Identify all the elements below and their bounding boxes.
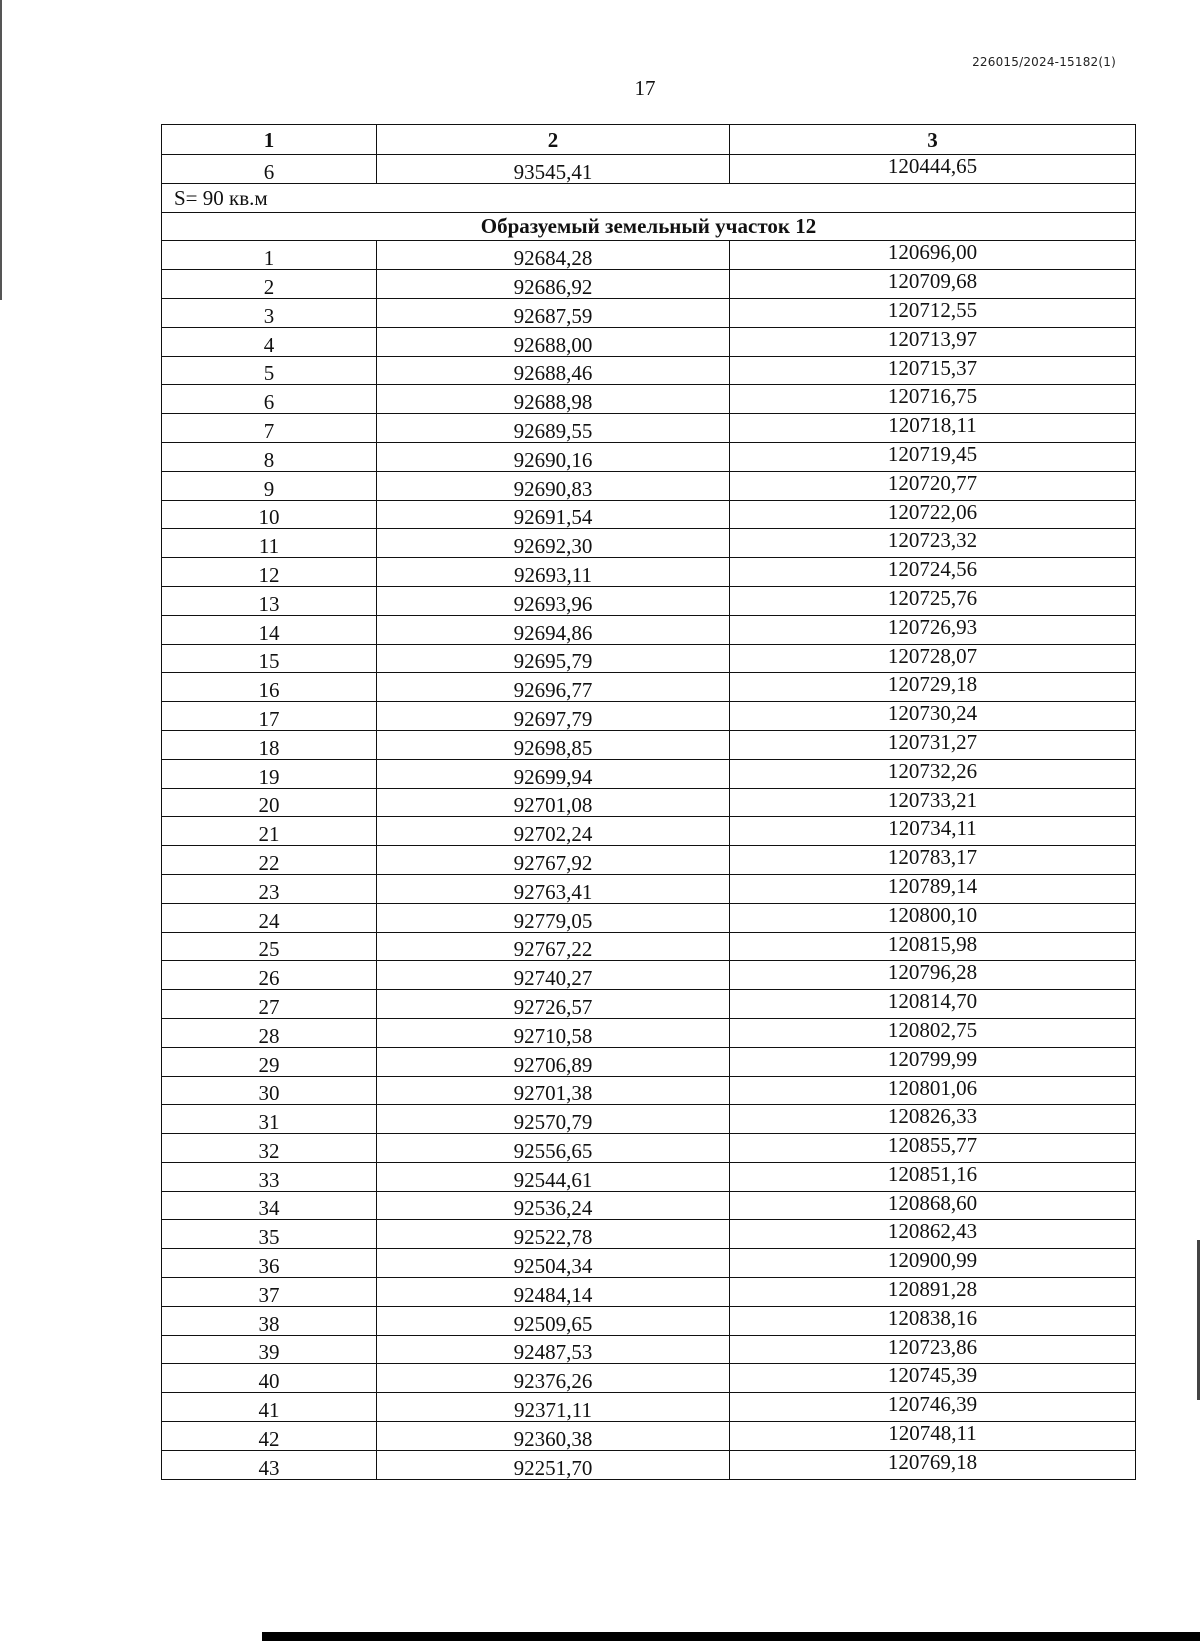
y-coordinate-cell: 120723,32: [730, 529, 1136, 558]
x-coordinate-cell: 92688,46: [377, 356, 730, 385]
x-coordinate-cell: 92710,58: [377, 1018, 730, 1047]
coordinates-table-body: [162, 125, 1136, 1480]
y-coordinate-cell: 120718,11: [730, 414, 1136, 443]
x-coordinate-cell: 92691,54: [377, 500, 730, 529]
x-coordinate-cell: 92698,85: [377, 730, 730, 759]
table-row: [162, 1249, 1136, 1278]
table-row: [162, 903, 1136, 932]
y-coordinate-cell: 120748,11: [730, 1422, 1136, 1451]
x-coordinate-cell: 92699,94: [377, 759, 730, 788]
x-coordinate-cell: 92544,61: [377, 1162, 730, 1191]
area-note: S= 90 кв.м: [162, 183, 1136, 212]
table-row: [162, 990, 1136, 1019]
y-coordinate-cell: 120733,21: [730, 788, 1136, 817]
point-number-cell: 43: [162, 1450, 377, 1479]
y-coordinate-cell: 120801,06: [730, 1076, 1136, 1105]
table-row: [162, 500, 1136, 529]
point-number-cell: 12: [162, 558, 377, 587]
x-coordinate-cell: 92376,26: [377, 1364, 730, 1393]
point-number-cell: 36: [162, 1249, 377, 1278]
y-coordinate-cell: 120723,86: [730, 1335, 1136, 1364]
table-header-row: [162, 125, 1136, 155]
table-row: [162, 932, 1136, 961]
point-number-cell: 10: [162, 500, 377, 529]
table-row: [162, 1306, 1136, 1335]
point-number-cell: 18: [162, 730, 377, 759]
x-coordinate-cell: 92360,38: [377, 1422, 730, 1451]
x-coordinate-cell: 92740,27: [377, 961, 730, 990]
table-row: [162, 615, 1136, 644]
table-row: [162, 644, 1136, 673]
table-row: [162, 846, 1136, 875]
point-number-cell: 35: [162, 1220, 377, 1249]
area-row: [162, 183, 1136, 212]
y-coordinate-cell: 120855,77: [730, 1134, 1136, 1163]
x-coordinate-cell: 92695,79: [377, 644, 730, 673]
table-row: [162, 730, 1136, 759]
section-title: Образуемый земельный участок 12: [162, 212, 1136, 241]
point-number-cell: 15: [162, 644, 377, 673]
column-header: 2: [377, 125, 730, 155]
point-number-cell: 33: [162, 1162, 377, 1191]
y-coordinate-cell: 120696,00: [730, 241, 1136, 270]
point-number-cell: 4: [162, 327, 377, 356]
table-row: [162, 1105, 1136, 1134]
point-number-cell: 32: [162, 1134, 377, 1163]
x-coordinate-cell: 92779,05: [377, 903, 730, 932]
point-number-cell: 24: [162, 903, 377, 932]
x-coordinate-cell: 92693,11: [377, 558, 730, 587]
table-row: [162, 586, 1136, 615]
point-number-cell: 26: [162, 961, 377, 990]
y-coordinate-cell: 120891,28: [730, 1278, 1136, 1307]
table-row: [162, 817, 1136, 846]
y-coordinate-cell: 120799,99: [730, 1047, 1136, 1076]
x-coordinate-cell: 92767,22: [377, 932, 730, 961]
x-coordinate-cell: 92570,79: [377, 1105, 730, 1134]
y-coordinate-cell: 120800,10: [730, 903, 1136, 932]
y-coordinate-cell: 120838,16: [730, 1306, 1136, 1335]
x-coordinate-cell: 92701,08: [377, 788, 730, 817]
x-coordinate-cell: 92690,83: [377, 471, 730, 500]
table-row: [162, 270, 1136, 299]
x-coordinate-cell: 92702,24: [377, 817, 730, 846]
point-number-cell: 9: [162, 471, 377, 500]
column-header: 3: [730, 125, 1136, 155]
y-coordinate-cell: 120709,68: [730, 270, 1136, 299]
x-coordinate-cell: 92686,92: [377, 270, 730, 299]
point-number-cell: 34: [162, 1191, 377, 1220]
table-row: [162, 442, 1136, 471]
document-id: 226015/2024-15182(1): [972, 55, 1116, 69]
y-coordinate-cell: 120729,18: [730, 673, 1136, 702]
column-header: 1: [162, 125, 377, 155]
point-number-cell: 17: [162, 702, 377, 731]
x-coordinate-cell: 92692,30: [377, 529, 730, 558]
y-coordinate-cell: 120715,37: [730, 356, 1136, 385]
y-coordinate-cell: 120730,24: [730, 702, 1136, 731]
y-coordinate-cell: 120444,65: [730, 155, 1136, 184]
table-row: [162, 961, 1136, 990]
point-number-cell: 21: [162, 817, 377, 846]
point-number-cell: 37: [162, 1278, 377, 1307]
x-coordinate-cell: 92251,70: [377, 1450, 730, 1479]
y-coordinate-cell: 120745,39: [730, 1364, 1136, 1393]
table-row: [162, 471, 1136, 500]
scan-edge-mark: [0, 0, 2, 300]
x-coordinate-cell: 92484,14: [377, 1278, 730, 1307]
point-number-cell: 41: [162, 1393, 377, 1422]
x-coordinate-cell: 92690,16: [377, 442, 730, 471]
coordinates-table: [161, 124, 1136, 1480]
point-number-cell: 2: [162, 270, 377, 299]
y-coordinate-cell: 120826,33: [730, 1105, 1136, 1134]
point-number-cell: 3: [162, 298, 377, 327]
point-number-cell: 13: [162, 586, 377, 615]
table-row: [162, 558, 1136, 587]
x-coordinate-cell: 92701,38: [377, 1076, 730, 1105]
point-number-cell: 16: [162, 673, 377, 702]
scan-bottom-bar: [262, 1632, 1200, 1641]
x-coordinate-cell: 92688,98: [377, 385, 730, 414]
table-row: [162, 1393, 1136, 1422]
x-coordinate-cell: 92371,11: [377, 1393, 730, 1422]
y-coordinate-cell: 120814,70: [730, 990, 1136, 1019]
y-coordinate-cell: 120796,28: [730, 961, 1136, 990]
point-number-cell: 29: [162, 1047, 377, 1076]
table-row: [162, 356, 1136, 385]
y-coordinate-cell: 120728,07: [730, 644, 1136, 673]
table-row: [162, 874, 1136, 903]
table-row: [162, 1422, 1136, 1451]
point-number-cell: 40: [162, 1364, 377, 1393]
y-coordinate-cell: 120783,17: [730, 846, 1136, 875]
point-number-cell: 6: [162, 155, 377, 184]
point-number-cell: 30: [162, 1076, 377, 1105]
point-number-cell: 6: [162, 385, 377, 414]
y-coordinate-cell: 120725,76: [730, 586, 1136, 615]
table-row: [162, 241, 1136, 270]
section-header-row: [162, 212, 1136, 241]
table-row: [162, 788, 1136, 817]
y-coordinate-cell: 120900,99: [730, 1249, 1136, 1278]
table-row: [162, 702, 1136, 731]
table-row: [162, 1047, 1136, 1076]
table-row: [162, 1450, 1136, 1479]
point-number-cell: 39: [162, 1335, 377, 1364]
y-coordinate-cell: 120720,77: [730, 471, 1136, 500]
point-number-cell: 8: [162, 442, 377, 471]
y-coordinate-cell: 120851,16: [730, 1162, 1136, 1191]
point-number-cell: 14: [162, 615, 377, 644]
y-coordinate-cell: 120719,45: [730, 442, 1136, 471]
point-number-cell: 42: [162, 1422, 377, 1451]
x-coordinate-cell: 92522,78: [377, 1220, 730, 1249]
table-row: [162, 1191, 1136, 1220]
y-coordinate-cell: 120815,98: [730, 932, 1136, 961]
table-row: [162, 155, 1136, 184]
x-coordinate-cell: 92684,28: [377, 241, 730, 270]
table-row: [162, 1134, 1136, 1163]
point-number-cell: 25: [162, 932, 377, 961]
x-coordinate-cell: 92726,57: [377, 990, 730, 1019]
y-coordinate-cell: 120726,93: [730, 615, 1136, 644]
y-coordinate-cell: 120713,97: [730, 327, 1136, 356]
x-coordinate-cell: 92509,65: [377, 1306, 730, 1335]
table-row: [162, 759, 1136, 788]
point-number-cell: 19: [162, 759, 377, 788]
y-coordinate-cell: 120716,75: [730, 385, 1136, 414]
table-row: [162, 1162, 1136, 1191]
table-row: [162, 529, 1136, 558]
x-coordinate-cell: 92697,79: [377, 702, 730, 731]
x-coordinate-cell: 92706,89: [377, 1047, 730, 1076]
table-row: [162, 1076, 1136, 1105]
point-number-cell: 28: [162, 1018, 377, 1047]
y-coordinate-cell: 120789,14: [730, 874, 1136, 903]
point-number-cell: 27: [162, 990, 377, 1019]
table-row: [162, 414, 1136, 443]
table-row: [162, 1018, 1136, 1047]
point-number-cell: 20: [162, 788, 377, 817]
y-coordinate-cell: 120769,18: [730, 1450, 1136, 1479]
page-number: 17: [634, 76, 656, 100]
x-coordinate-cell: 92487,53: [377, 1335, 730, 1364]
x-coordinate-cell: 92688,00: [377, 327, 730, 356]
table-row: [162, 1278, 1136, 1307]
point-number-cell: 11: [162, 529, 377, 558]
x-coordinate-cell: 92687,59: [377, 298, 730, 327]
y-coordinate-cell: 120802,75: [730, 1018, 1136, 1047]
x-coordinate-cell: 92767,92: [377, 846, 730, 875]
table-row: [162, 298, 1136, 327]
y-coordinate-cell: 120731,27: [730, 730, 1136, 759]
y-coordinate-cell: 120734,11: [730, 817, 1136, 846]
y-coordinate-cell: 120746,39: [730, 1393, 1136, 1422]
point-number-cell: 1: [162, 241, 377, 270]
point-number-cell: 22: [162, 846, 377, 875]
table-row: [162, 1220, 1136, 1249]
table-row: [162, 1364, 1136, 1393]
y-coordinate-cell: 120862,43: [730, 1220, 1136, 1249]
x-coordinate-cell: 93545,41: [377, 155, 730, 184]
y-coordinate-cell: 120724,56: [730, 558, 1136, 587]
point-number-cell: 31: [162, 1105, 377, 1134]
x-coordinate-cell: 92694,86: [377, 615, 730, 644]
table-row: [162, 1335, 1136, 1364]
x-coordinate-cell: 92689,55: [377, 414, 730, 443]
point-number-cell: 5: [162, 356, 377, 385]
y-coordinate-cell: 120712,55: [730, 298, 1136, 327]
table-row: [162, 673, 1136, 702]
x-coordinate-cell: 92693,96: [377, 586, 730, 615]
x-coordinate-cell: 92536,24: [377, 1191, 730, 1220]
x-coordinate-cell: 92763,41: [377, 874, 730, 903]
y-coordinate-cell: 120868,60: [730, 1191, 1136, 1220]
x-coordinate-cell: 92696,77: [377, 673, 730, 702]
table-row: [162, 327, 1136, 356]
point-number-cell: 38: [162, 1306, 377, 1335]
point-number-cell: 7: [162, 414, 377, 443]
x-coordinate-cell: 92504,34: [377, 1249, 730, 1278]
point-number-cell: 23: [162, 874, 377, 903]
y-coordinate-cell: 120732,26: [730, 759, 1136, 788]
x-coordinate-cell: 92556,65: [377, 1134, 730, 1163]
y-coordinate-cell: 120722,06: [730, 500, 1136, 529]
table-row: [162, 385, 1136, 414]
